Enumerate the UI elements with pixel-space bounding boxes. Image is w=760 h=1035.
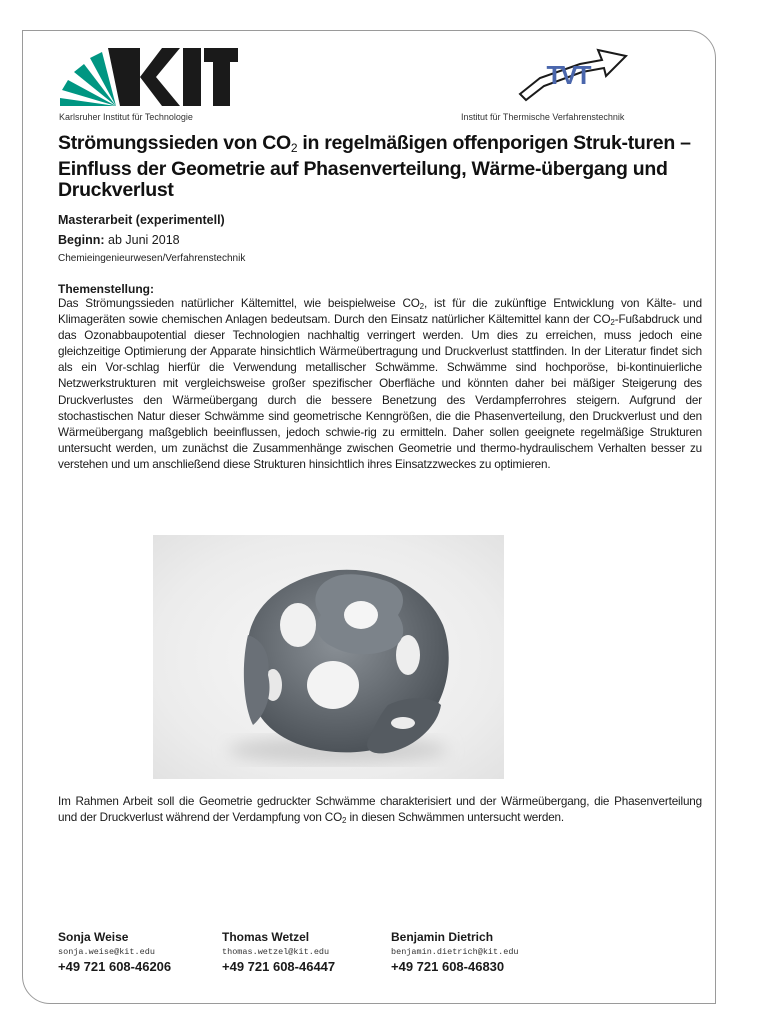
p2-text-a: Im Rahmen Arbeit soll die Geometrie gedruckter Schwämme charakterisiert und der Wärmeübergang, die Phasenverteilung und der Druckverlust während der Verdampfung von CO [58,795,702,825]
page-title [58,133,718,201]
sponge-structure-icon [153,535,504,779]
thesis-meta [58,210,245,268]
task-paragraph [58,794,702,826]
p2-sub: 2 [342,816,347,826]
p1-text-c: -Fußabdruck und das Ozonabbaupotential dieser Technologien nachhaltig verringert werden. Um dies zu erreichen, muss jedoch eine gleichzeitige Optimierung der Apparate hinsichtlich Wärmeübertragung und Druckverlust stattfinden. In der Literatur findet sich als ein Vor-schlag hierfür die Verwendung metallischer Schwämme. Schwämme sind hochporöse, bi-kontinuierliche Netzwerkstrukturen mit vergleichsweise großer spezifischer Oberfläche und könnten daher bei mäßiger Steigerung des Druckverlustes den Wärmeübergang durch die bessere Benetzung des Verdampferrohres steigern. Aufgrund der stochastischen Natur dieser Schwämme sind geometrische Kenngrößen, die die Phasenverteilung, den Druckverlust und den Wärmeübergang maßgeblich beeinflussen, jedoch schwie-rig zu ermitteln. Daher sollen geeignete regelmäßige Strukturen untersucht werden, um zunächst die Zusammenhänge zwischen Geometrie und thermo-hydraulischem Verhalten besser zu verstehen und um anschließend diese Strukturen hinsichtlich ihres Einsatzzweckes zu optimieren. [58,313,702,471]
p1-text-b: , ist für die zukünftige Entwicklung von Kälte- und Klimageräten sowie chemischen Anlagen bedeutsam. Durch den Einsatz natürlicher Kältemittel kann der CO [58,297,702,327]
begin-label: Beginn: [58,233,105,247]
contact-email[interactable]: sonja.weise@kit.edu [58,947,155,957]
contact-email[interactable]: thomas.wetzel@kit.edu [222,947,330,957]
title-subscript: 2 [290,141,298,155]
thesis-type: Masterarbeit (experimentell) [58,213,225,227]
p2-text-b: in diesen Schwämmen untersucht werden. [346,811,564,825]
department: Chemieingenieurwesen/Verfahrenstechnik [58,253,246,264]
p1-text-a: Das Strömungssieden natürlicher Kältemittel, wie beispielweise CO [58,297,420,310]
kit-logo-icon [58,46,238,108]
p1-sub-2: 2 [610,318,615,328]
contact-email[interactable]: benjamin.dietrich@kit.edu [391,947,519,957]
description-paragraph [58,296,702,473]
section-heading: Themenstellung: [58,282,155,296]
contact-phone: +49 721 608-46830 [391,959,505,974]
contact-name: Thomas Wetzel [222,930,310,944]
contacts [58,928,519,976]
kit-subtitle: Karlsruher Institut für Technologie [59,112,193,122]
title-part1: Strömungssieden von CO [58,132,291,154]
p1-sub-1: 2 [419,302,424,311]
begin-value: ab Juni 2018 [104,233,180,247]
contact-card [222,928,391,976]
tvt-logo-icon [510,42,630,102]
tvt-subtitle: Institut für Thermische Verfahrenstechnik [461,112,625,122]
sponge-structure-figure [153,535,504,779]
thesis-begin [58,230,245,250]
contact-name: Sonja Weise [58,930,129,944]
contact-card [58,928,222,976]
contact-name: Benjamin Dietrich [391,930,494,944]
tvt-logo-text: TVT [546,60,590,90]
contact-card [391,928,519,976]
contact-phone: +49 721 608-46206 [58,959,172,974]
title-part2: in regelmäßigen offenporigen Struk-turen – Einfluss der Geometrie auf Phasenverteilung, Wärme-übergang und Druckverlust [58,132,691,201]
contact-phone: +49 721 608-46447 [222,959,336,974]
